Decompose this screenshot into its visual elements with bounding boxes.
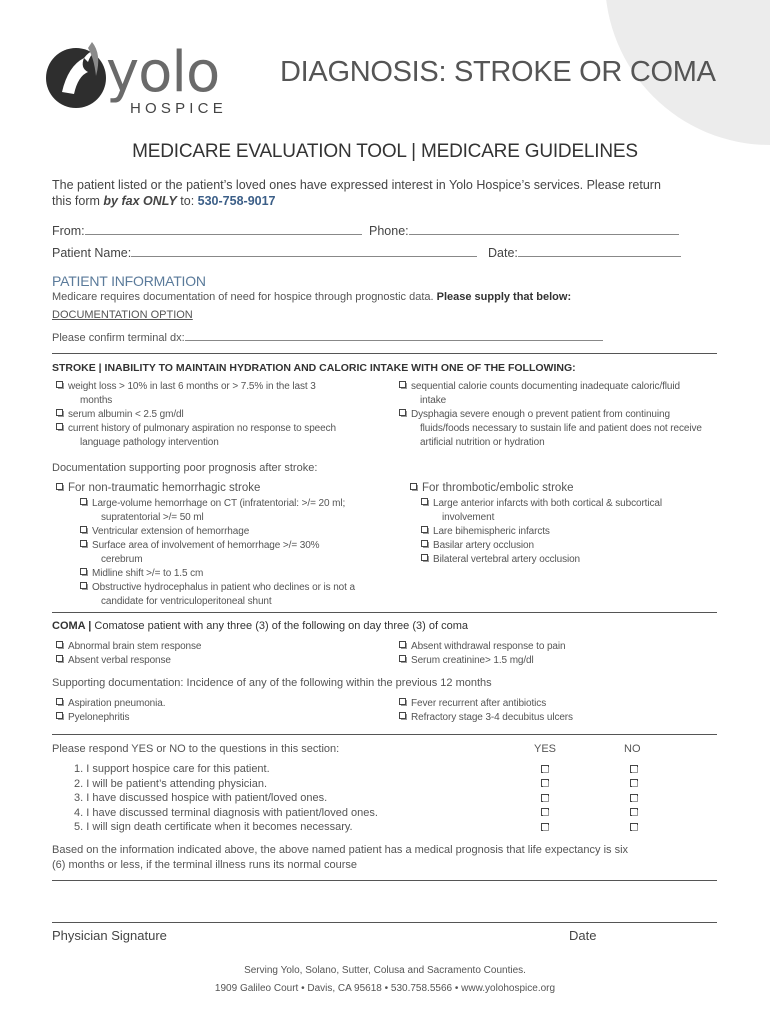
page-title: DIAGNOSIS: STROKE OR COMA	[280, 56, 716, 88]
checkbox[interactable]	[56, 698, 63, 705]
note-text: Medicare requires documentation of need for hospice through prognostic data.	[52, 291, 437, 303]
question-item: 2. I will be patient’s attending physician.	[74, 777, 268, 790]
criterion-text-cont: cerebrum	[101, 554, 143, 565]
from-field[interactable]	[52, 223, 362, 238]
intro-line-2	[52, 194, 276, 208]
supporting-criterion[interactable]	[56, 711, 165, 725]
checkbox[interactable]	[399, 655, 406, 662]
criterion-text: Pyelonephritis	[68, 712, 130, 723]
question-item: 3. I have discussed hospice with patient/loved ones.	[74, 792, 328, 804]
patient-name-label: Patient Name:	[52, 246, 132, 260]
stroke-criterion[interactable]	[399, 408, 702, 422]
checkbox[interactable]	[80, 526, 87, 533]
thrombotic-criterion[interactable]	[421, 553, 662, 567]
coma-heading	[52, 620, 468, 632]
checkbox[interactable]	[421, 526, 428, 533]
criterion-text: Large-volume hemorrhage on CT (infratentorial: >/= 20 ml;	[92, 498, 346, 509]
checkbox[interactable]	[421, 554, 428, 561]
date-line[interactable]	[518, 245, 681, 257]
criterion-text: Surface area of involvement of hemorrhage >/= 30%	[92, 540, 320, 551]
fax-number: 530-758-9017	[197, 194, 276, 208]
thrombotic-list	[421, 497, 662, 567]
questions-prompt: Please respond YES or NO to the questions in this section:	[52, 743, 340, 755]
divider	[52, 612, 717, 613]
terminal-dx-label: Please confirm terminal dx:	[52, 332, 185, 344]
heron-emblem-icon	[44, 36, 114, 116]
no-checkbox-3[interactable]	[630, 794, 638, 802]
stroke-left-list	[56, 380, 336, 450]
note-bold: Please supply that below:	[436, 291, 572, 303]
criterion-text: Ventricular extension of hemorrhage	[92, 526, 250, 537]
patient-name-field[interactable]	[52, 245, 477, 260]
criterion-text-cont: intake	[420, 395, 447, 406]
divider	[52, 353, 717, 354]
checkbox[interactable]	[80, 498, 87, 505]
intro-text: this form	[52, 194, 104, 208]
criterion-text-cont: artificial nutrition or hydration	[420, 437, 545, 448]
no-checkbox-4[interactable]	[630, 808, 638, 816]
terminal-dx-field[interactable]	[52, 329, 603, 344]
checkbox[interactable]	[56, 655, 63, 662]
hemorrhagic-label: For non-traumatic hemorrhagic stroke	[68, 482, 261, 494]
coma-criterion[interactable]	[399, 654, 565, 668]
date-field[interactable]	[488, 245, 681, 260]
checkbox[interactable]	[399, 712, 406, 719]
thrombotic-criterion[interactable]	[421, 497, 662, 511]
criterion-text-cont: months	[80, 395, 113, 406]
phone-line[interactable]	[409, 223, 679, 235]
criterion-text: current history of pulmonary aspiration no response to speech	[68, 423, 336, 434]
hemorrhagic-criterion[interactable]	[80, 497, 355, 511]
criterion-text: Dysphagia severe enough o prevent patient from continuing	[411, 409, 670, 420]
footer-counties: Serving Yolo, Solano, Sutter, Colusa and Sacramento Counties.	[244, 965, 526, 976]
from-label: From:	[52, 224, 85, 238]
criterion-text: Lare bihemispheric infarcts	[433, 526, 550, 537]
intro-line-1: The patient listed or the patient’s loved ones have expressed interest in Yolo Hospice’s services. Please return	[52, 178, 661, 192]
criterion-text: Bilateral vertebral artery occlusion	[433, 554, 581, 565]
coma-criterion[interactable]	[56, 654, 201, 668]
stroke-criterion[interactable]	[56, 408, 336, 422]
yolo-hospice-logo	[44, 36, 234, 122]
stroke-supporting-heading: Documentation supporting poor prognosis after stroke:	[52, 462, 318, 474]
footer-address: 1909 Galileo Court • Davis, CA 95618 • 530.758.5566 • www.yolohospice.org	[214, 983, 556, 994]
patient-info-note	[52, 291, 571, 303]
terminal-dx-line[interactable]	[185, 329, 603, 341]
supporting-criterion[interactable]	[399, 711, 573, 725]
coma-sup-right-list	[399, 697, 573, 725]
date-label: Date:	[488, 246, 518, 260]
criterion-text-cont: supratentorial >/= 50 ml	[101, 512, 204, 523]
coma-heading-bold: COMA |	[52, 620, 95, 632]
criterion-text: Serum creatinine> 1.5 mg/dl	[411, 655, 534, 666]
question-item: 5. I will sign death certificate when it becomes necessary.	[74, 821, 353, 833]
signature-line[interactable]	[52, 922, 717, 923]
yes-checkbox-3[interactable]	[541, 794, 549, 802]
hemorrhagic-criterion[interactable]	[80, 567, 355, 581]
checkbox[interactable]	[399, 641, 406, 648]
divider	[52, 880, 717, 881]
documentation-option: DOCUMENTATION OPTION	[52, 309, 193, 321]
checkbox[interactable]	[56, 381, 63, 388]
divider	[52, 734, 717, 735]
criterion-text: weight loss > 10% in last 6 months or > 7.5% in the last 3	[68, 381, 316, 392]
stroke-heading: STROKE | INABILITY TO MAINTAIN HYDRATION AND CALORIC INTAKE WITH ONE OF THE FOLLOWING:	[52, 362, 576, 374]
conclusion-line-1: Based on the information indicated above, the above named patient has a medical prognosis that life expectancy is six	[52, 844, 629, 856]
criterion-text: Obstructive hydrocephalus in patient who declines or is not a	[92, 582, 355, 593]
yes-checkbox-4[interactable]	[541, 808, 549, 816]
question-item: 4. I have discussed terminal diagnosis with patient/loved ones.	[74, 806, 378, 819]
coma-left-list	[56, 640, 201, 668]
stroke-criterion[interactable]	[399, 380, 702, 394]
checkbox[interactable]	[56, 409, 63, 416]
checkbox[interactable]	[399, 409, 406, 416]
supporting-criterion[interactable]	[56, 697, 165, 711]
yes-checkbox-5[interactable]	[541, 823, 549, 831]
checkbox[interactable]	[421, 498, 428, 505]
no-checkbox-1[interactable]	[630, 765, 638, 773]
conclusion-text	[52, 843, 628, 873]
question-item: 1. I support hospice care for this patient.	[74, 763, 270, 775]
criterion-text-cont: fluids/foods necessary to sustain life and patient does not receive	[420, 423, 702, 434]
checkbox[interactable]	[80, 540, 87, 547]
checkbox[interactable]	[399, 698, 406, 705]
physician-signature-label: Physician Signature	[52, 928, 167, 943]
coma-criterion[interactable]	[56, 640, 201, 654]
patient-name-line[interactable]	[131, 245, 477, 257]
intro-to: to:	[176, 194, 198, 208]
coma-sup-left-list	[56, 697, 165, 725]
coma-supporting-heading: Supporting documentation: Incidence of any of the following within the previous 12 months	[52, 677, 492, 689]
phone-field[interactable]	[369, 223, 679, 238]
no-checkbox-5[interactable]	[630, 823, 638, 831]
checkbox[interactable]	[421, 540, 428, 547]
coma-heading-rest: Comatose patient with any three (3) of the following on day three (3) of coma	[94, 620, 468, 632]
patient-info-heading: PATIENT INFORMATION	[52, 273, 206, 289]
criterion-text: Absent withdrawal response to pain	[411, 641, 566, 652]
criterion-text-cont: language pathology intervention	[80, 437, 219, 448]
supporting-criterion[interactable]	[399, 697, 573, 711]
criterion-text-cont: candidate for ventriculoperitoneal shunt	[101, 596, 272, 607]
checkbox[interactable]	[56, 423, 63, 430]
criterion-text: Refractory stage 3-4 decubitus ulcers	[411, 712, 573, 723]
criterion-text: Fever recurrent after antibiotics	[411, 698, 547, 709]
signature-date-label: Date	[569, 928, 597, 943]
hemorrhagic-criterion[interactable]	[80, 581, 355, 595]
yes-checkbox-2[interactable]	[541, 779, 549, 787]
checkbox[interactable]	[410, 483, 417, 490]
from-line[interactable]	[85, 223, 362, 235]
criterion-text: Absent verbal response	[68, 655, 171, 666]
criterion-text: sequential calorie counts documenting inadequate caloric/fluid	[411, 381, 680, 392]
criterion-text: Midline shift >/= to 1.5 cm	[92, 568, 204, 579]
yes-checkbox-1[interactable]	[541, 765, 549, 773]
hemorrhagic-criterion[interactable]	[80, 539, 355, 553]
checkbox[interactable]	[80, 568, 87, 575]
phone-label: Phone:	[369, 224, 409, 238]
conclusion-line-2: (6) months or less, if the terminal illness runs its normal course	[52, 859, 358, 871]
hemorrhagic-list	[80, 497, 355, 609]
checkbox[interactable]	[80, 582, 87, 589]
hemorrhagic-option[interactable]	[56, 482, 260, 494]
thrombotic-criterion[interactable]	[421, 525, 662, 539]
stroke-right-list	[399, 380, 702, 450]
no-checkbox-2[interactable]	[630, 779, 638, 787]
fax-only-emphasis: by fax ONLY	[103, 194, 177, 208]
questions-list	[74, 762, 378, 835]
no-column-header: NO	[624, 743, 641, 755]
checkbox[interactable]	[56, 712, 63, 719]
stroke-criterion[interactable]	[56, 380, 336, 394]
logo-subtitle: HOSPICE	[130, 100, 227, 117]
coma-criterion[interactable]	[399, 640, 565, 654]
criterion-text: Aspiration pneumonia.	[68, 698, 166, 709]
page-subtitle: MEDICARE EVALUATION TOOL | MEDICARE GUIDELINES	[132, 141, 638, 162]
thrombotic-option[interactable]	[410, 482, 573, 494]
thrombotic-criterion[interactable]	[421, 539, 662, 553]
checkbox[interactable]	[56, 483, 63, 490]
criterion-text: Abnormal brain stem response	[68, 641, 202, 652]
criterion-text: Basilar artery occlusion	[433, 540, 534, 551]
yes-column-header: YES	[534, 743, 557, 755]
checkbox[interactable]	[56, 641, 63, 648]
criterion-text-cont: involvement	[442, 512, 495, 523]
logo-wordmark: yolo	[106, 40, 220, 105]
coma-right-list	[399, 640, 565, 668]
criterion-text: serum albumin < 2.5 gm/dl	[68, 409, 184, 420]
checkbox[interactable]	[399, 381, 406, 388]
hemorrhagic-criterion[interactable]	[80, 525, 355, 539]
stroke-criterion[interactable]	[56, 422, 336, 436]
criterion-text: Large anterior infarcts with both cortical & subcortical	[433, 498, 662, 509]
thrombotic-label: For thrombotic/embolic stroke	[422, 482, 574, 494]
